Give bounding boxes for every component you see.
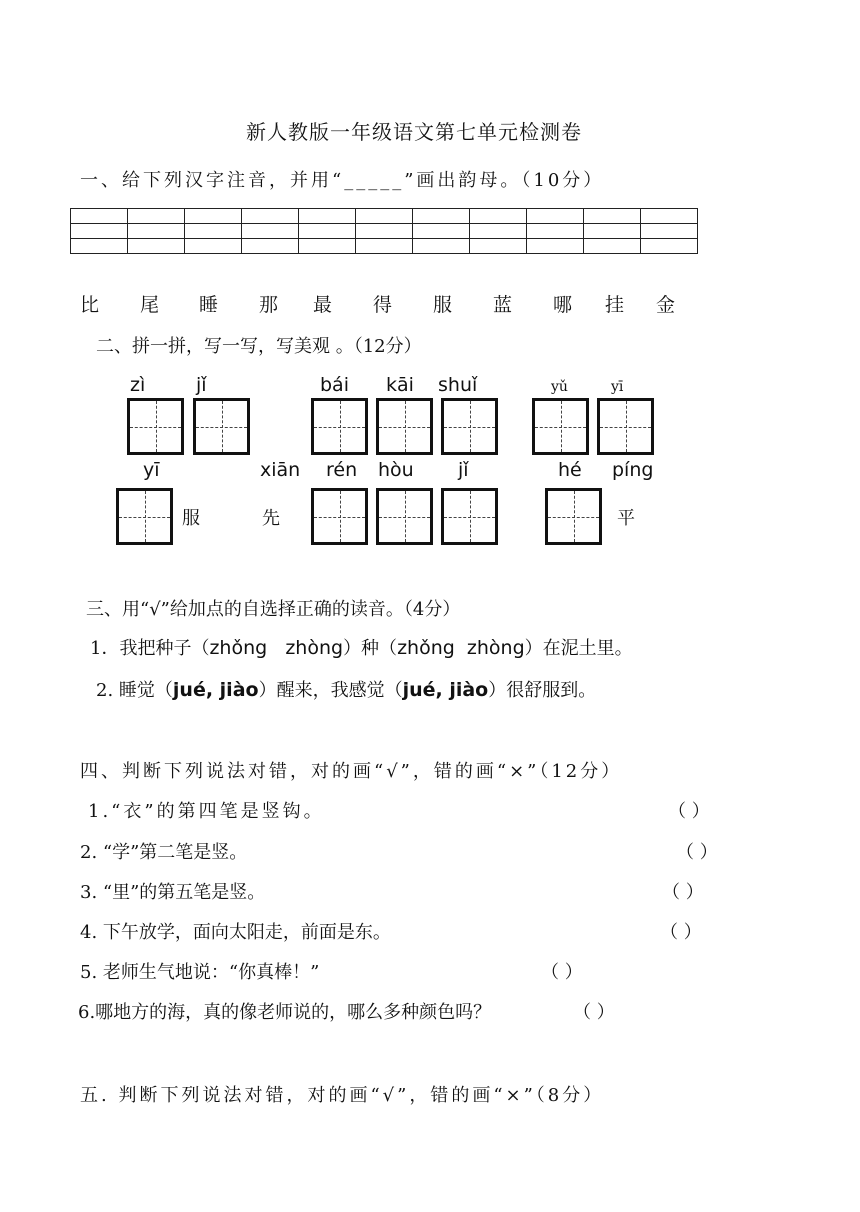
section3-question-2	[96, 676, 596, 702]
pinyin-label: bái	[320, 374, 349, 396]
writing-box[interactable]	[311, 488, 368, 545]
pinyin-label: rén	[326, 459, 358, 481]
answer-parentheses[interactable]: （ ）	[541, 962, 583, 983]
answer-parentheses[interactable]: （ ）	[662, 882, 704, 903]
section3-heading: 三、用“√”给加点的自选择正确的读音。（4分）	[86, 599, 461, 620]
judgement-item: 4. 下午放学，面向太阳走，前面是东。	[80, 922, 391, 943]
q1-options-1[interactable]: zhǒng zhòng	[209, 637, 344, 659]
writing-box[interactable]	[376, 398, 433, 455]
q2-options-2[interactable]: jué, jiào	[402, 679, 489, 701]
writing-box[interactable]	[545, 488, 602, 545]
page-title: 新人教版一年级语文第七单元检测卷	[246, 120, 582, 144]
character: 得	[373, 294, 393, 316]
character: 服	[433, 294, 453, 316]
given-character: 先	[262, 508, 280, 529]
q2-suffix: ）很舒服到。	[488, 680, 597, 701]
pinyin-label: xiān	[260, 459, 301, 481]
q1-mid: ）种（	[343, 638, 398, 659]
judgement-item: 3. “里”的第五笔是竖。	[80, 882, 266, 903]
q1-options-2[interactable]: zhǒng zhòng	[397, 637, 525, 659]
writing-box[interactable]	[193, 398, 250, 455]
character: 睡	[199, 294, 219, 316]
judgement-item: 1.“衣”的第四笔是竖钩。	[88, 801, 325, 822]
pinyin-label: yī	[143, 459, 160, 481]
character: 最	[313, 294, 333, 316]
answer-parentheses[interactable]: （ ）	[668, 801, 710, 822]
q2-prefix: 2. 睡觉（	[96, 680, 173, 701]
writing-box[interactable]	[597, 398, 654, 455]
pinyin-label: kāi	[386, 374, 414, 396]
pinyin-label: hòu	[378, 459, 414, 481]
pinyin-label: hé	[558, 459, 582, 481]
character: 那	[259, 294, 279, 316]
writing-box[interactable]	[532, 398, 589, 455]
given-character: 平	[617, 508, 635, 529]
character: 金	[656, 294, 676, 316]
answer-parentheses[interactable]: （ ）	[660, 922, 702, 943]
q1-prefix: 1．我把种子（	[90, 638, 210, 659]
pinyin-writing-grid	[70, 208, 698, 254]
judgement-item: 2. “学”第二笔是竖。	[80, 842, 248, 863]
pinyin-label: shuǐ	[438, 374, 478, 396]
q1-suffix: ）在泥土里。	[524, 638, 633, 659]
section3-question-1	[90, 634, 633, 660]
character: 哪	[553, 294, 573, 316]
section4-heading: 四、判断下列说法对错，对的画“√”，错的画“×”（12分）	[80, 761, 623, 782]
writing-box[interactable]	[116, 488, 173, 545]
character: 尾	[140, 294, 160, 316]
given-character: 服	[182, 508, 200, 529]
pinyin-label: jǐ	[458, 459, 469, 481]
pinyin-label: píng	[612, 459, 654, 481]
q2-options-1[interactable]: jué, jiào	[172, 679, 259, 701]
writing-box[interactable]	[311, 398, 368, 455]
section1-heading: 一、给下列汉字注音，并用“_____”画出韵母。（10分）	[80, 170, 605, 191]
judgement-item: 6.哪地方的海，真的像老师说的，哪么多种颜色吗？	[78, 1002, 492, 1023]
judgement-item: 5. 老师生气地说：“你真棒！”	[80, 962, 320, 983]
pinyin-label: yǔ	[551, 379, 568, 395]
answer-parentheses[interactable]: （ ）	[573, 1002, 615, 1023]
writing-box[interactable]	[127, 398, 184, 455]
character: 蓝	[493, 294, 513, 316]
writing-box[interactable]	[376, 488, 433, 545]
q2-mid: ）醒来，我感觉（	[258, 680, 403, 701]
pinyin-label: zì	[130, 374, 146, 396]
writing-box[interactable]	[441, 398, 498, 455]
pinyin-label: jǐ	[196, 374, 207, 396]
writing-box[interactable]	[441, 488, 498, 545]
section5-heading: 五. 判断下列说法对错，对的画“√”，错的画“×”（8分）	[80, 1085, 605, 1106]
character: 比	[80, 294, 100, 316]
section2-heading: 二、拼一拼，写一写，写美观 。（12分）	[96, 336, 422, 357]
pinyin-label: yī	[611, 379, 624, 395]
character: 挂	[605, 294, 625, 316]
answer-parentheses[interactable]: （ ）	[676, 842, 718, 863]
